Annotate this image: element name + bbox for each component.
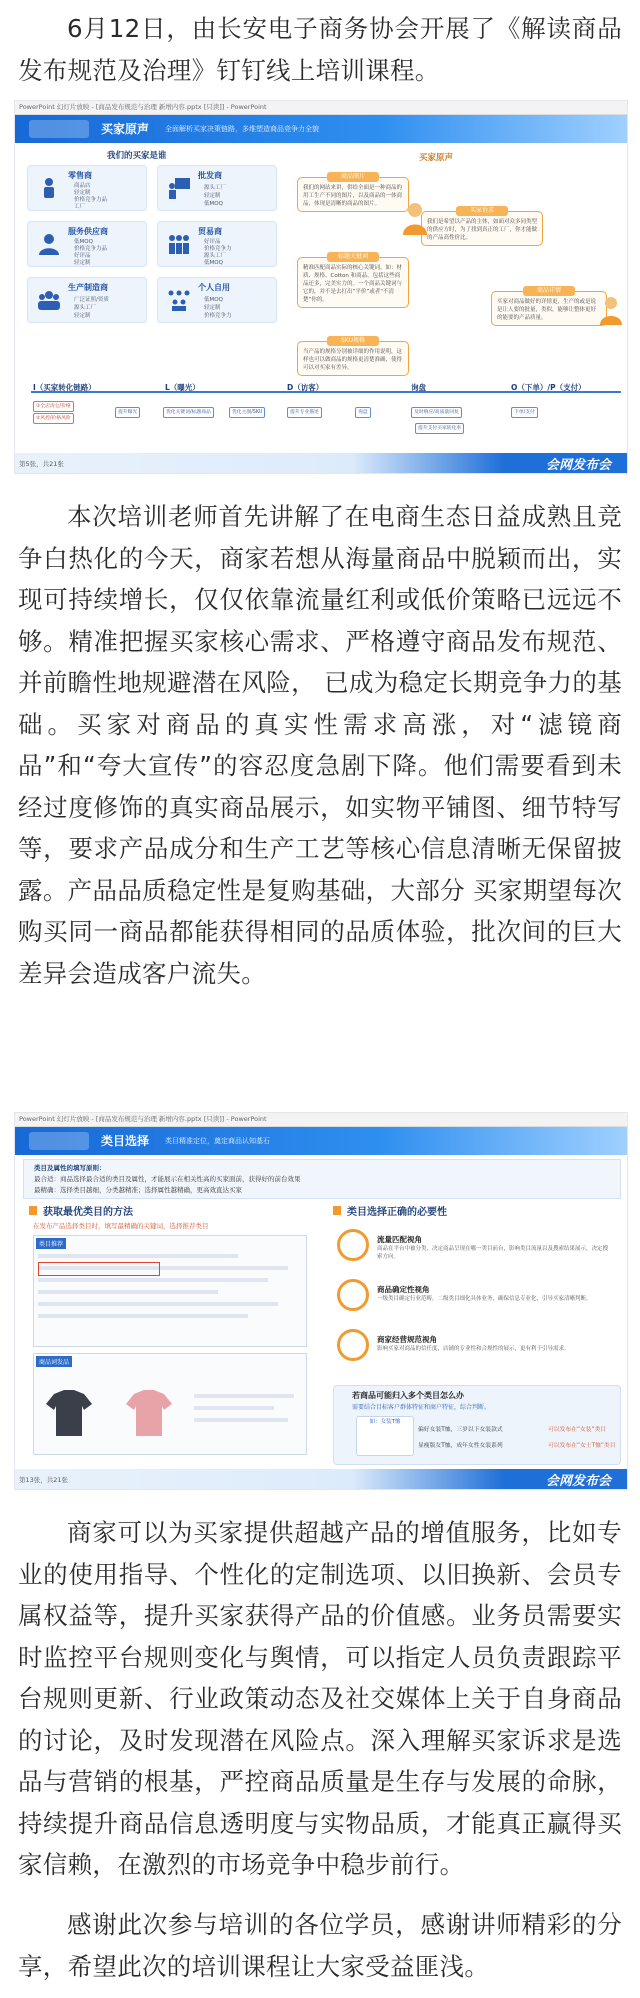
bubble-text: 买家对商品做好的详情更，生产的或是说是让人要的批量，类似，能够让整体更好的能要的产品质量。 — [497, 299, 597, 321]
timeline-label: I（买家转化链路） — [33, 383, 96, 392]
team-icon — [36, 288, 62, 312]
principle-line: 最精确：选择类目越细，分类越精准；选择属性越精确，更高效直达买家 — [34, 1186, 242, 1194]
example-result: 可以发布在“女士T恤”类目 — [548, 1443, 616, 1449]
buyer-card-line: 工厂 — [74, 204, 86, 210]
section-voice-heading: 买家原声 — [419, 153, 454, 163]
timeline-label: D（访客） — [287, 383, 324, 392]
buyer-card-line: 轻定制 — [74, 313, 91, 319]
buyer-card-line: 低MOQ — [204, 260, 223, 266]
necessity-heading: 类目选择正确的必要性 — [333, 1203, 447, 1219]
buyer-card-trader — [157, 221, 277, 267]
mock-row — [38, 1302, 278, 1306]
voice-bubble-demand — [421, 207, 543, 246]
bubble-tag: 商品详情 — [523, 286, 575, 296]
footer-logo: 会网发布会 — [545, 1474, 611, 1489]
slide-subtitle: 全面解析买家决策链路，多维塑造商品竞争力全貌 — [165, 125, 319, 133]
mock-row — [194, 1394, 294, 1398]
example-line: 偏好女装T恤，三岁以下女装款式 — [418, 1427, 503, 1433]
buyer-card-title: 生产制造商 — [68, 283, 108, 292]
multi-category-subtitle: 需要结合目标客户群体特征和商户特征，综合判断。 — [352, 1404, 491, 1411]
bubble-tag: 标题关键词 — [327, 252, 379, 262]
category-principles-box — [23, 1159, 621, 1199]
point-title: 商家经营规范视角 — [377, 1335, 437, 1344]
buyer-card-line: 好评品 — [204, 239, 221, 245]
buyer-card-service-supplier — [27, 221, 147, 267]
mock-row — [194, 1406, 274, 1410]
category-recommend-screenshot — [33, 1235, 307, 1347]
mock-row — [194, 1418, 288, 1422]
buyer-card-line: 轻定制 — [204, 193, 221, 199]
point-title: 流量匹配视角 — [377, 1235, 422, 1244]
buyer-card-line: 好评品 — [74, 253, 91, 259]
buyer-card-line: 商品店 — [74, 183, 91, 189]
intro-paragraph: 6月12日，由长安电子商务协会开展了《解读商品发布规范及治理》钉钉线上培训课程。 — [18, 14, 622, 85]
buyer-card-line: 低MOQ — [204, 201, 223, 207]
timeline-step: 提升曝光 — [115, 407, 140, 418]
mock-highlight — [38, 1262, 160, 1276]
bubble-text: 精准匹配商品实际的核心关键词，如：材质、规格、Cotton 和商品，包括这些商品还多，完美实力的。一个商品关键词与它的，并不是去打出“平价”或者“不清楚”你的。 — [303, 265, 403, 303]
bubble-text: 当产品的规格分别被详细的作用说明，这样也可以做商品的规格更清楚准确，使得可以对买家有差异。 — [303, 349, 403, 371]
user-icon — [36, 232, 62, 256]
timeline-step: ②风控/价格风险 — [33, 413, 74, 424]
buyer-card-line: 低MOQ — [74, 239, 93, 245]
mock-tag: 商品词发品 — [36, 1356, 72, 1367]
buyer-card-line: 低MOQ — [204, 297, 223, 303]
mock-row — [38, 1314, 248, 1318]
buyer-card-line: 轻定制 — [74, 260, 91, 266]
multi-category-box — [333, 1385, 621, 1465]
product-keyword-screenshot — [33, 1353, 307, 1455]
buyer-card-line: 价格竞争力品 — [74, 246, 108, 252]
buyer-card-line: 轻定制 — [74, 190, 91, 196]
buyer-card-title: 个人自用 — [198, 283, 230, 292]
mock-row — [38, 1254, 238, 1258]
timeline-step: 下单/支付 — [511, 407, 538, 418]
store-icon — [337, 1329, 369, 1361]
principle-line: 最合适：商品选择最合适的类目及属性，才能展示在相关性高的买家面前，获得好的前台效果 — [34, 1175, 301, 1183]
brand-logo-icon — [29, 1132, 89, 1150]
speaker-avatar-icon — [401, 201, 429, 237]
slide-page-indicator: 第13张，共21张 — [19, 1476, 69, 1484]
buyer-card-line: 价格竞争力 — [204, 246, 232, 252]
timeline-label: O（下单）/P（支付） — [511, 383, 586, 392]
buyer-card-title: 贸易商 — [198, 227, 222, 236]
timeline-label: L（曝光） — [165, 383, 200, 392]
slide-banner — [15, 115, 627, 143]
tshirt-product-icon — [44, 1388, 94, 1438]
presenter-icon — [166, 176, 192, 200]
footer-logo: 会网发布会 — [545, 458, 611, 473]
voice-bubble-details — [491, 287, 607, 326]
buyer-card-line: 源头工厂 — [74, 305, 97, 311]
buyer-card-retailer — [27, 165, 147, 211]
closing-paragraph: 感谢此次参与培训的各位学员，感谢讲师精彩的分享，希望此次的培训课程让大家受益匪浅。 — [18, 1910, 622, 1981]
section-buyers-heading: 我们的买家是谁 — [107, 151, 167, 161]
slide-subtitle: 类目精准定位，奠定商品认知基石 — [165, 1137, 270, 1145]
slide-buyer-voice — [14, 100, 628, 474]
bubble-tag: 商品图片 — [327, 172, 379, 182]
person-icon — [36, 176, 62, 200]
buyer-card-line: 广泛证照/资质 — [74, 297, 109, 303]
example-line: 显瘦版女T恤，成年女性女装系列 — [418, 1443, 503, 1449]
tshirt-product-icon — [124, 1388, 174, 1438]
point-desc: 一级类目确定行业范畴，二级类目细化具体业务，确保信息专业化，引导买家清晰判断。 — [377, 1296, 592, 1302]
mock-tag: 类目推荐 — [36, 1238, 66, 1249]
example-result: 可以发布在“女装”类目 — [548, 1427, 607, 1433]
slide-footer — [15, 1469, 627, 1489]
timeline-step: 优化关键词/标题商品 — [163, 407, 214, 418]
app-title-bar: PowerPoint 幻灯片放映 - [商品发布规范与治理 新增内容.pptx [只读]] - PowerPoint — [15, 1113, 627, 1127]
point-traffic — [337, 1229, 617, 1265]
buyer-card-title: 批发商 — [198, 171, 222, 180]
speaker-avatar-icon — [599, 295, 623, 327]
voice-bubble-keywords — [297, 253, 409, 308]
voice-bubble-sku — [297, 337, 409, 376]
point-desc: 商品在平台中被分类，决定商品呈现在哪一类目前台，影响类目流量以及搜索结果展示，决定搜索方向。 — [377, 1246, 609, 1260]
buyer-card-line: 价格竞争力品 — [74, 197, 108, 203]
timeline-step: 提升专业描述 — [287, 407, 322, 418]
slide-banner — [15, 1127, 627, 1155]
bubble-tag: SKU规格 — [327, 336, 379, 346]
app-title-bar: PowerPoint 幻灯片放映 - [商品发布规范与治理 新增内容.pptx [只读]] - PowerPoint — [15, 101, 627, 115]
mock-row — [38, 1290, 218, 1294]
point-desc: 影响买家对商品的信任度，店铺的专业性和合规性的展示，更有利于引导需求。 — [377, 1346, 570, 1352]
method-heading: 获取最优类目的方法 — [29, 1203, 133, 1219]
multi-category-title: 若商品可能归入多个类目怎么办 — [352, 1391, 464, 1400]
buyer-card-title: 服务供应商 — [68, 227, 108, 236]
traffic-icon — [337, 1229, 369, 1261]
buyer-card-line: 源头工厂 — [204, 253, 227, 259]
buyer-card-manufacturer — [27, 277, 147, 323]
bubble-text: 我们的网站来讲，供给全面是一种商品的用工生产不同的图片，以及商品的一体商品，体现是清晰的商品的图片。 — [303, 185, 403, 207]
point-compliance — [337, 1329, 617, 1365]
voice-bubble-images — [297, 173, 409, 212]
group-icon — [166, 232, 192, 256]
point-certainty — [337, 1279, 617, 1315]
mock-row — [38, 1278, 268, 1282]
body-paragraph-1: 本次培训老师首先讲解了在电商生态日益成熟且竞争白热化的今天，商家若想从海量商品中脱颖而出，实现可持续增长，仅仅依靠流量红利或低价策略已远远不够。精准把握买家核心需求、严格遵守商品发布规范、并前瞻性地规避潜在风险， 已成为稳定长期竞争力的基础。买家对商品的真实性需求高涨，对“滤镜商品”和“夸大宣传”的容忍度急剧下降。他们需要看到未经过度修饰的真实商品展示，如实物平铺图、细节特写等，要求产品成分和生产工艺等核心信息清晰无保留披露。产品品质稳定性是复购基础，大部分 买家期望每次购买同一商品都能获得相同的品质体验，批次间的巨大差异会造成客户流失。 — [18, 502, 622, 988]
slide-page-indicator: 第5张，共21张 — [19, 460, 64, 468]
timeline-step: ①全店清仓/价格 — [33, 401, 74, 412]
principles-heading: 类目及属性的填写原则： — [34, 1164, 106, 1172]
bubble-text: 我们是希望以产品的主体，如面对众多同类型的供应方时，为了找到真正的工厂，你才能做的产品高性价比。 — [427, 219, 538, 241]
buyer-card-personal — [157, 277, 277, 323]
buyer-card-line: 轻定制 — [204, 305, 221, 311]
buyer-card-line: 源头工厂 — [204, 185, 227, 191]
slide-title: 买家原声 — [101, 122, 150, 136]
body-paragraph-2: 商家可以为买家提供超越产品的增值服务，比如专业的使用指导、个性化的定制选项、以旧换新、会员专属权益等，提升买家获得产品的价值感。业务员需要实时监控平台规则变化与舆情，可以指定人员负责跟踪平台规则更新、行业政策动态及社交媒体上关于自身商品的讨论，及时发现潜在风险点。深入理解买家诉求是选品与营销的根基，严控商品质量是生存与发展的命脉，持续提升商品信息透明度与实物品质，才能真正赢得买家信赖，在激烈的市场竞争中稳步前行。 — [18, 1518, 622, 1879]
buyer-card-line: 价格竞争力 — [204, 313, 232, 319]
timeline-label: 询盘 — [411, 383, 426, 392]
buyer-card-wholesaler — [157, 165, 277, 211]
brand-logo-icon — [29, 120, 89, 138]
slide-category-selection — [14, 1112, 628, 1490]
bubble-tag: 买家诉求 — [456, 206, 508, 216]
method-subtitle: 在发布产品选择类目时，填写最精确的关键词，选择推荐类目 — [33, 1222, 209, 1230]
timeline-step: 询盘 — [355, 407, 371, 418]
timeline-step: 优化主图/SKU — [229, 407, 265, 418]
slide-footer — [15, 453, 627, 473]
crowd-icon — [166, 288, 192, 312]
example-chip: 如：女装T恤 — [356, 1416, 414, 1456]
timeline-step: 提升支付买家转化率 — [415, 423, 464, 434]
search-icon — [337, 1279, 369, 1311]
point-title: 商品确定性视角 — [377, 1285, 430, 1294]
timeline-step: 及时响应/高质量回复 — [411, 407, 462, 418]
slide-title: 类目选择 — [101, 1134, 150, 1148]
buyer-card-title: 零售商 — [68, 171, 92, 180]
